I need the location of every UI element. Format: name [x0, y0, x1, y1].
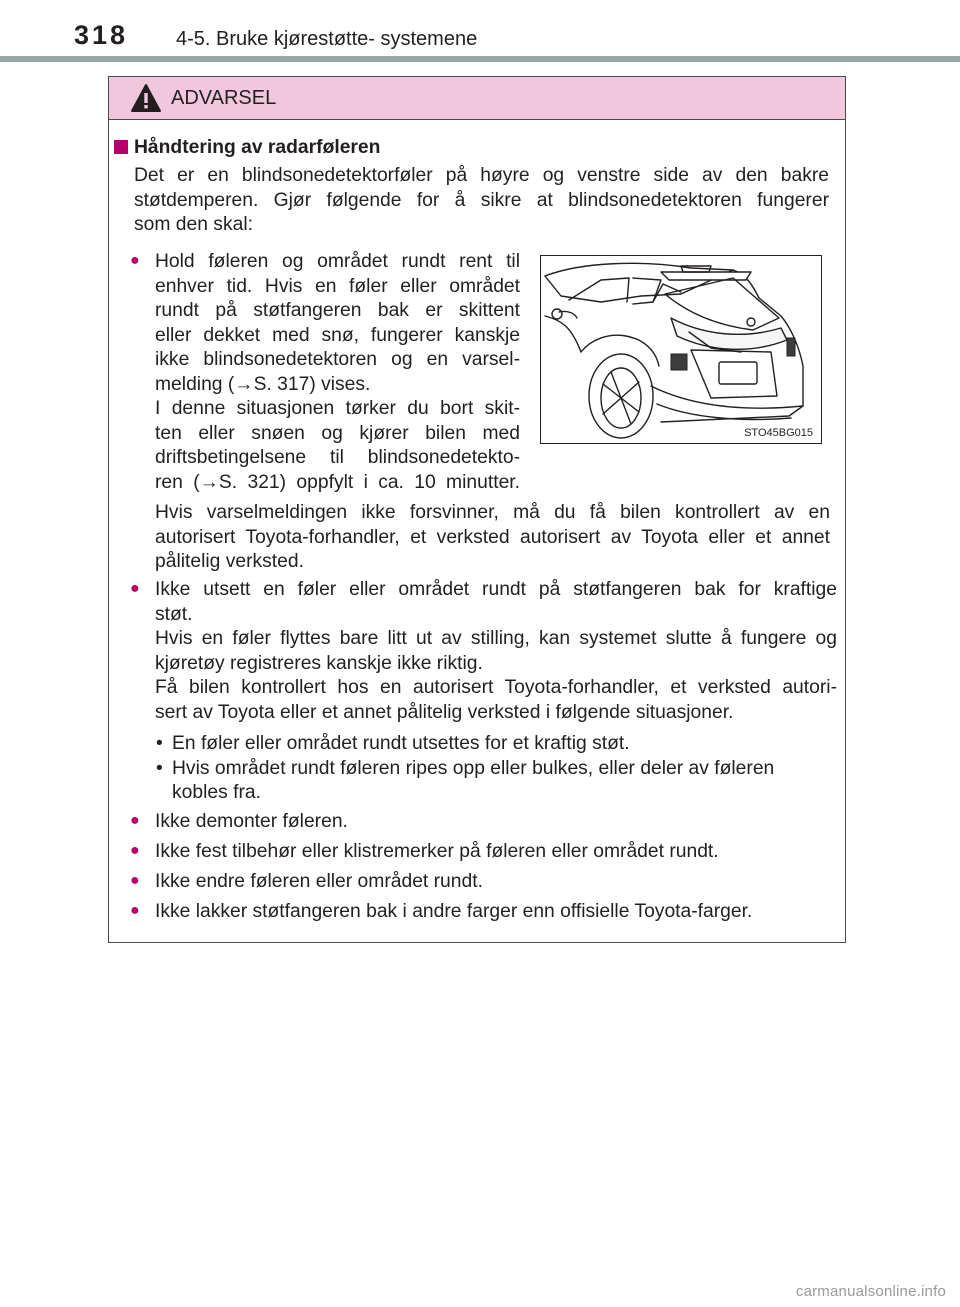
item6-text: Ikke lakker støtfangeren bak i andre farger enn offisielle Toyota-farger. [155, 901, 753, 922]
item3-text: Ikke demonter føleren. [155, 811, 348, 832]
item2-line: Hvis en føler flyttes bare litt ut av stilling, kan systemet slutte å fungere og [155, 628, 837, 649]
sub-bullet-text: En føler eller området rundt utsettes for et kraftig støt. [172, 733, 630, 754]
item1-line: enhver tid. Hvis en føler eller området [155, 275, 520, 297]
watermark: carmanualsonline.info [795, 1283, 946, 1300]
section-title: 4-5. Bruke kjørestøtte- systemene [176, 28, 478, 50]
item1-line: Hold føleren og området rundt rent til [155, 251, 520, 272]
intro-line: som den skal: [134, 214, 253, 235]
bullet-dot-icon: ● [130, 812, 140, 829]
car-rear-illustration [540, 255, 822, 444]
intro-line: Det er en blindsonedetektorføler på høyre og venstre side av den bakre [134, 165, 829, 186]
bullet-dot-icon: ● [130, 842, 140, 859]
item1-line: eller dekket med snø, fungerer kanskje [155, 324, 520, 346]
item1-line: melding (→S. 317) vises. [155, 373, 371, 395]
item2-line: Få bilen kontrollert hos en autorisert Toyota-forhandler, et verksted autori- [155, 677, 837, 698]
bullet-dot-icon: ● [130, 580, 140, 597]
sub-bullet-dot: • [156, 757, 163, 779]
sub-bullet-dot: • [156, 733, 163, 754]
heading-square-bullet [114, 140, 128, 154]
sub-bullet-text: Hvis området rundt føleren ripes opp eller bulkes, eller deler av føleren [172, 757, 775, 779]
page-number: 318 [74, 20, 129, 50]
page-header [0, 0, 960, 62]
item1-line: driftsbetingelsene til blindsonedetekto- [155, 447, 520, 468]
intro-line: støtdemperen. Gjør følgende for å sikre at blindsonedetektoren fungerer [134, 189, 829, 211]
header-rule [0, 56, 960, 62]
figure-label: STO45BG015 [744, 427, 813, 439]
car-rear-drawing [541, 256, 822, 444]
item2-line: kjøretøy registreres kanskje ikke riktig. [155, 652, 483, 674]
item1-line: rundt på støtfangeren bak er skittent [155, 300, 520, 321]
warning-header [109, 77, 845, 120]
item2-line: sert av Toyota eller et annet pålitelig verksted i følgende situasjoner. [155, 701, 734, 723]
bullet-dot-icon: ● [130, 872, 140, 889]
item2-line: støt. [155, 603, 193, 625]
item2-line: Ikke utsett en føler eller området rundt på støtfangeren bak for kraftige [155, 579, 837, 600]
warning-triangle-icon [130, 83, 162, 113]
item4-text: Ikke fest tilbehør eller klistremerker på føleren eller området rundt. [155, 841, 719, 862]
item1-cont-line: pålitelig verksted. [155, 551, 304, 572]
sub-bullet-text: kobles fra. [172, 782, 261, 803]
item1-line: I denne situasjonen tørker du bort skit- [155, 398, 520, 419]
bullet-dot-icon: ● [130, 902, 140, 919]
item1-line: ren (→S. 321) oppfylt i ca. 10 minutter. [155, 471, 520, 493]
warning-title: ADVARSEL [171, 87, 277, 109]
warning-heading: Håndtering av radarføleren [134, 137, 381, 158]
bullet-dot-icon: ● [130, 252, 140, 269]
item5-text: Ikke endre føleren eller området rundt. [155, 871, 483, 892]
item1-cont-line: autorisert Toyota-forhandler, et verksted autorisert av Toyota eller et annet [155, 526, 830, 548]
item1-line: ikke blindsonedetektoren og en varsel- [155, 349, 520, 370]
item1-cont-line: Hvis varselmeldingen ikke forsvinner, må du få bilen kontrollert av en [155, 502, 830, 523]
item1-line: ten eller snøen og kjører bilen med [155, 422, 520, 444]
